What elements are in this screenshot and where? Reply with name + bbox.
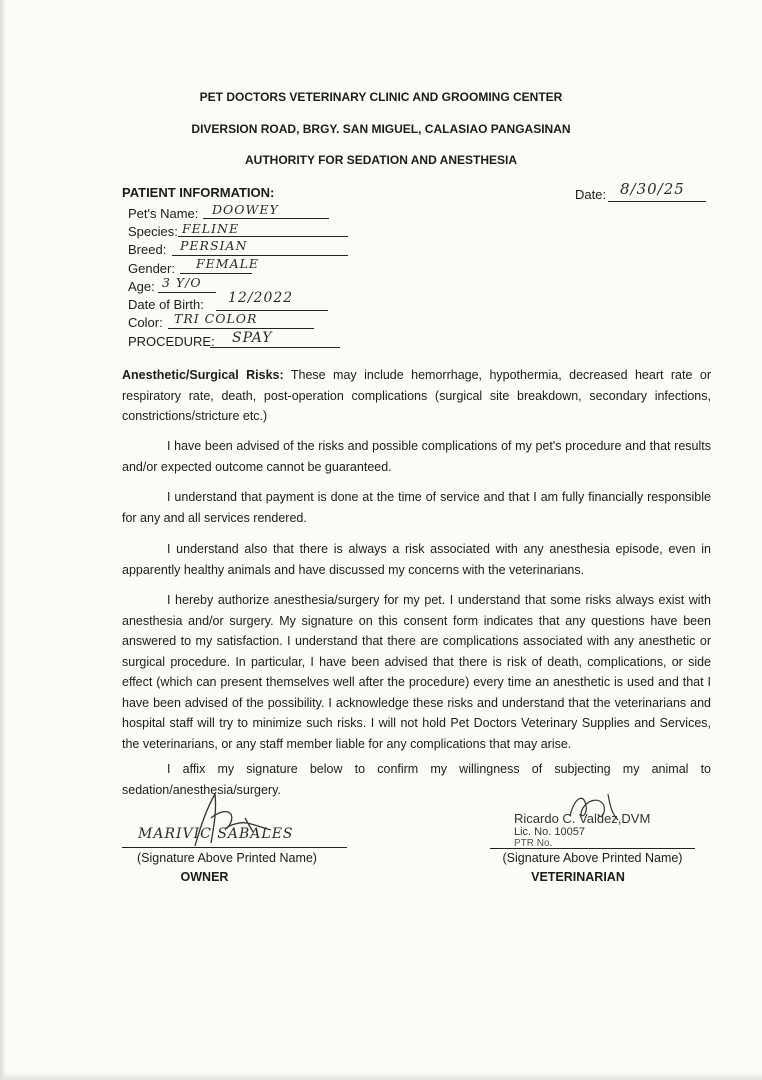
procedure-field[interactable] <box>210 331 340 348</box>
paragraph-authorization: I hereby authorize anesthesia/surgery for my pet. I understand that some risks always exist with anesthesia and/or surgery. My signature on this consent form indicates that any questions have been answered to my satisfaction. I understand that there are complications associated with any anesthetic or surgical procedure. In particular, I have been advised that there is risk of death, complications, or side effect (which can present themselves well after the procedure) every time an anesthetic is used and that I have been advised of the possibility. I acknowledge these risks and understand that the veterinarians and hospital staff will try to minimize such risks. I will not hold Pet Doctors Veterinary Supplies and Services, the veterinarians, or any staff member liable for any complications that may arise. <box>122 593 711 751</box>
procedure-value: SPAY <box>232 330 273 346</box>
color-label: Color: <box>128 315 163 330</box>
date-label: Date: <box>575 187 607 202</box>
paragraph-anesthesia-risk: I understand also that there is always a risk associated with any anesthesia episode, even in apparently healthy animals and have discussed my concerns with the veterinarians. <box>122 542 711 577</box>
owner-signature-caption: (Signature Above Printed Name) <box>137 851 317 865</box>
paragraph-advised: I have been advised of the risks and possible complications of my pet's procedure and that results and/or expected outcome cannot be guaranteed. <box>122 439 711 474</box>
form-title: AUTHORITY FOR SEDATION AND ANESTHESIA <box>244 153 517 167</box>
date-value: 8/30/25 <box>620 180 685 198</box>
vet-role: VETERINARIAN <box>531 870 625 884</box>
age-label: Age: <box>128 279 155 294</box>
patient-info-heading: PATIENT INFORMATION: <box>122 185 275 200</box>
paragraph-affix-signature: I affix my signature below to confirm my willingness of subjecting my animal to sedation/anesthesia/surgery. <box>122 762 711 797</box>
pet-name-label: Pet's Name: <box>128 206 199 221</box>
gender-value: FEMALE <box>196 256 260 271</box>
vet-signature-caption: (Signature Above Printed Name) <box>502 851 683 865</box>
owner-role: OWNER <box>180 870 229 884</box>
owner-signature-line[interactable] <box>122 847 347 848</box>
clinic-name: PET DOCTORS VETERINARY CLINIC AND GROOMING CENTER <box>199 90 563 104</box>
vet-stamp-name: Ricardo C. Valdez,DVM <box>514 811 651 826</box>
owner-printed-name: MARIVIC SABALES <box>138 826 294 842</box>
vet-stamp-ptr: PTR No. <box>514 838 553 849</box>
color-value: TRI COLOR <box>174 311 258 326</box>
scan-edge-bottom <box>0 1072 762 1080</box>
vet-stamp-license: Lic. No. 10057 <box>514 826 585 838</box>
paragraph-payment: I understand that payment is done at the time of service and that I am fully financially responsible for any and all services rendered. <box>122 490 711 525</box>
risks-text: These may include hemorrhage, hypothermia, decreased heart rate or respiratory rate, death, post-operation complications (surgical site breakdown, secondary infections, constrictions/stricture etc.) <box>122 368 711 423</box>
species-value: FELINE <box>182 221 240 236</box>
species-label: Species: <box>128 224 178 239</box>
clinic-address: DIVERSION ROAD, BRGY. SAN MIGUEL, CALASIAO PANGASINAN <box>191 122 571 136</box>
gender-label: Gender: <box>128 261 175 276</box>
dob-value: 12/2022 <box>228 290 294 306</box>
pet-name-value: DOOWEY <box>212 202 279 217</box>
procedure-label: PROCEDURE: <box>128 334 215 349</box>
risks-paragraph <box>122 365 711 427</box>
age-value: 3 Y/O <box>162 275 202 290</box>
breed-label: Breed: <box>128 242 167 257</box>
vet-signature-line[interactable] <box>490 848 695 849</box>
dob-label: Date of Birth: <box>128 297 204 312</box>
risks-heading: Anesthetic/Surgical Risks: <box>122 368 284 382</box>
breed-value: PERSIAN <box>180 238 248 253</box>
